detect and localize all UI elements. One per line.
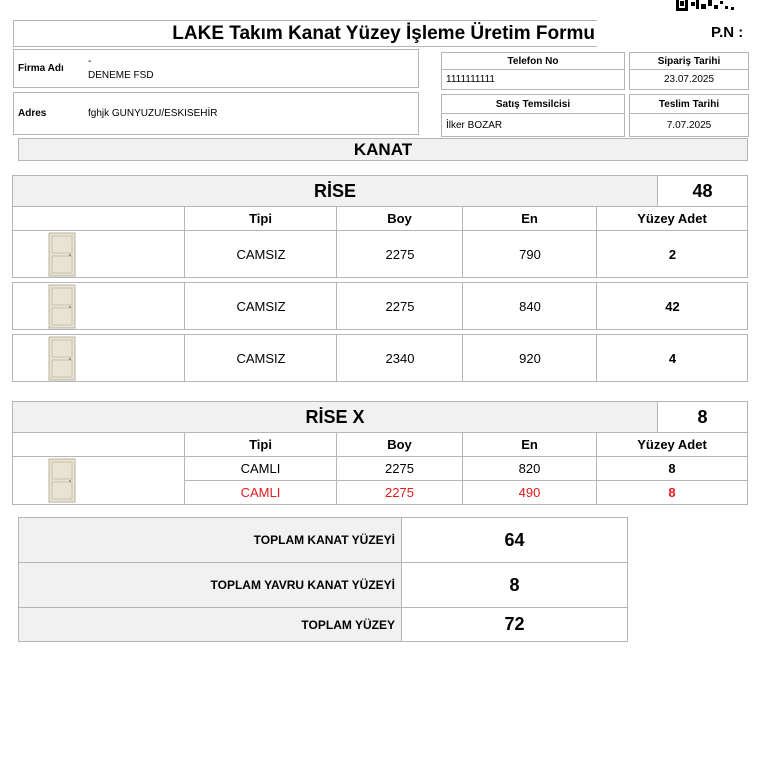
- group-total: [657, 175, 748, 207]
- temsilci-value: İlker BOZAR: [441, 113, 625, 137]
- form-title: [13, 20, 597, 47]
- group-total-text: 48: [692, 180, 713, 201]
- qr-code: [676, 0, 738, 12]
- row-adet: 8: [596, 480, 748, 505]
- door-panel-icon: [48, 336, 76, 381]
- row-boy: 2275: [336, 282, 463, 330]
- group-name-text: RİSE: [313, 180, 356, 201]
- telefon-label: Telefon No: [441, 52, 625, 70]
- group-name: [12, 175, 658, 207]
- section-title: [18, 138, 748, 161]
- header-tipi: Tipi: [184, 206, 337, 231]
- row-tipi: CAMLI: [184, 456, 337, 481]
- row-tipi: CAMSIZ: [184, 334, 337, 382]
- group-total: [657, 401, 748, 433]
- total-yavru-label: TOPLAM YAVRU KANAT YÜZEYİ: [210, 578, 395, 592]
- row-tipi: CAMSIZ: [184, 230, 337, 278]
- row-en: 490: [462, 480, 597, 505]
- row-adet: 42: [596, 282, 748, 330]
- totals-label-cell: [18, 562, 402, 608]
- row-boy: 2275: [336, 230, 463, 278]
- header-image-cell: [12, 432, 185, 457]
- header-adet: Yüzey Adet: [596, 432, 748, 457]
- group-name: [12, 401, 658, 433]
- header-boy: Boy: [336, 432, 463, 457]
- firma-label: Firma Adı: [18, 63, 64, 74]
- totals-value-cell: [401, 517, 628, 563]
- firma-box: [13, 49, 419, 88]
- header-image-cell: [12, 206, 185, 231]
- door-panel-icon: [48, 232, 76, 277]
- row-en: 840: [462, 282, 597, 330]
- door-image-cell: [12, 282, 185, 330]
- total-yuzey-label: TOPLAM YÜZEY: [301, 617, 395, 632]
- telefon-value: 1111111111: [441, 69, 625, 90]
- total-kanat-value: 64: [504, 529, 525, 550]
- adres-value: fghjk GUNYUZU/ESKISEHİR: [88, 108, 218, 119]
- row-en: 820: [462, 456, 597, 481]
- row-adet: 2: [596, 230, 748, 278]
- door-image-cell: [12, 334, 185, 382]
- header-tipi: Tipi: [184, 432, 337, 457]
- row-en: 790: [462, 230, 597, 278]
- form-title-text: LAKE Takım Kanat Yüzey İşleme Üretim Formu: [172, 22, 595, 44]
- group-total-text: 8: [697, 406, 708, 427]
- row-adet: 4: [596, 334, 748, 382]
- row-tipi: CAMLI: [184, 480, 337, 505]
- total-yavru-value: 8: [509, 574, 520, 595]
- siparis-value: 23.07.2025: [629, 69, 749, 90]
- header-en: En: [462, 206, 597, 231]
- total-yuzey-value: 72: [504, 614, 525, 634]
- teslim-value: 7.07.2025: [629, 113, 749, 137]
- totals-value-cell: [401, 607, 628, 642]
- door-image-cell: [12, 230, 185, 278]
- totals-value-cell: [401, 562, 628, 608]
- temsilci-label: Satış Temsilcisi: [441, 94, 625, 114]
- door-panel-icon: [48, 458, 76, 503]
- totals-label-cell: [18, 607, 402, 642]
- totals-label-cell: [18, 517, 402, 563]
- adres-box: [13, 92, 419, 135]
- siparis-label: Sipariş Tarihi: [629, 52, 749, 70]
- header-en: En: [462, 432, 597, 457]
- teslim-label: Teslim Tarihi: [629, 94, 749, 114]
- row-tipi: CAMSIZ: [184, 282, 337, 330]
- header-adet: Yüzey Adet: [596, 206, 748, 231]
- firma-line2: DENEME FSD: [88, 70, 154, 81]
- row-boy: 2275: [336, 480, 463, 505]
- totals-table: [18, 517, 628, 642]
- door-image-cell: [12, 456, 185, 505]
- adres-label: Adres: [18, 108, 47, 119]
- row-boy: 2340: [336, 334, 463, 382]
- section-title-text: KANAT: [353, 139, 413, 159]
- door-panel-icon: [48, 284, 76, 329]
- group-name-text: RİSE X: [305, 406, 365, 427]
- firma-line1: -: [88, 56, 92, 67]
- row-boy: 2275: [336, 456, 463, 481]
- total-kanat-label: TOPLAM KANAT YÜZEYİ: [253, 533, 395, 547]
- pn-label: P.N :: [711, 24, 744, 41]
- row-adet: 8: [596, 456, 748, 481]
- row-en: 920: [462, 334, 597, 382]
- header-boy: Boy: [336, 206, 463, 231]
